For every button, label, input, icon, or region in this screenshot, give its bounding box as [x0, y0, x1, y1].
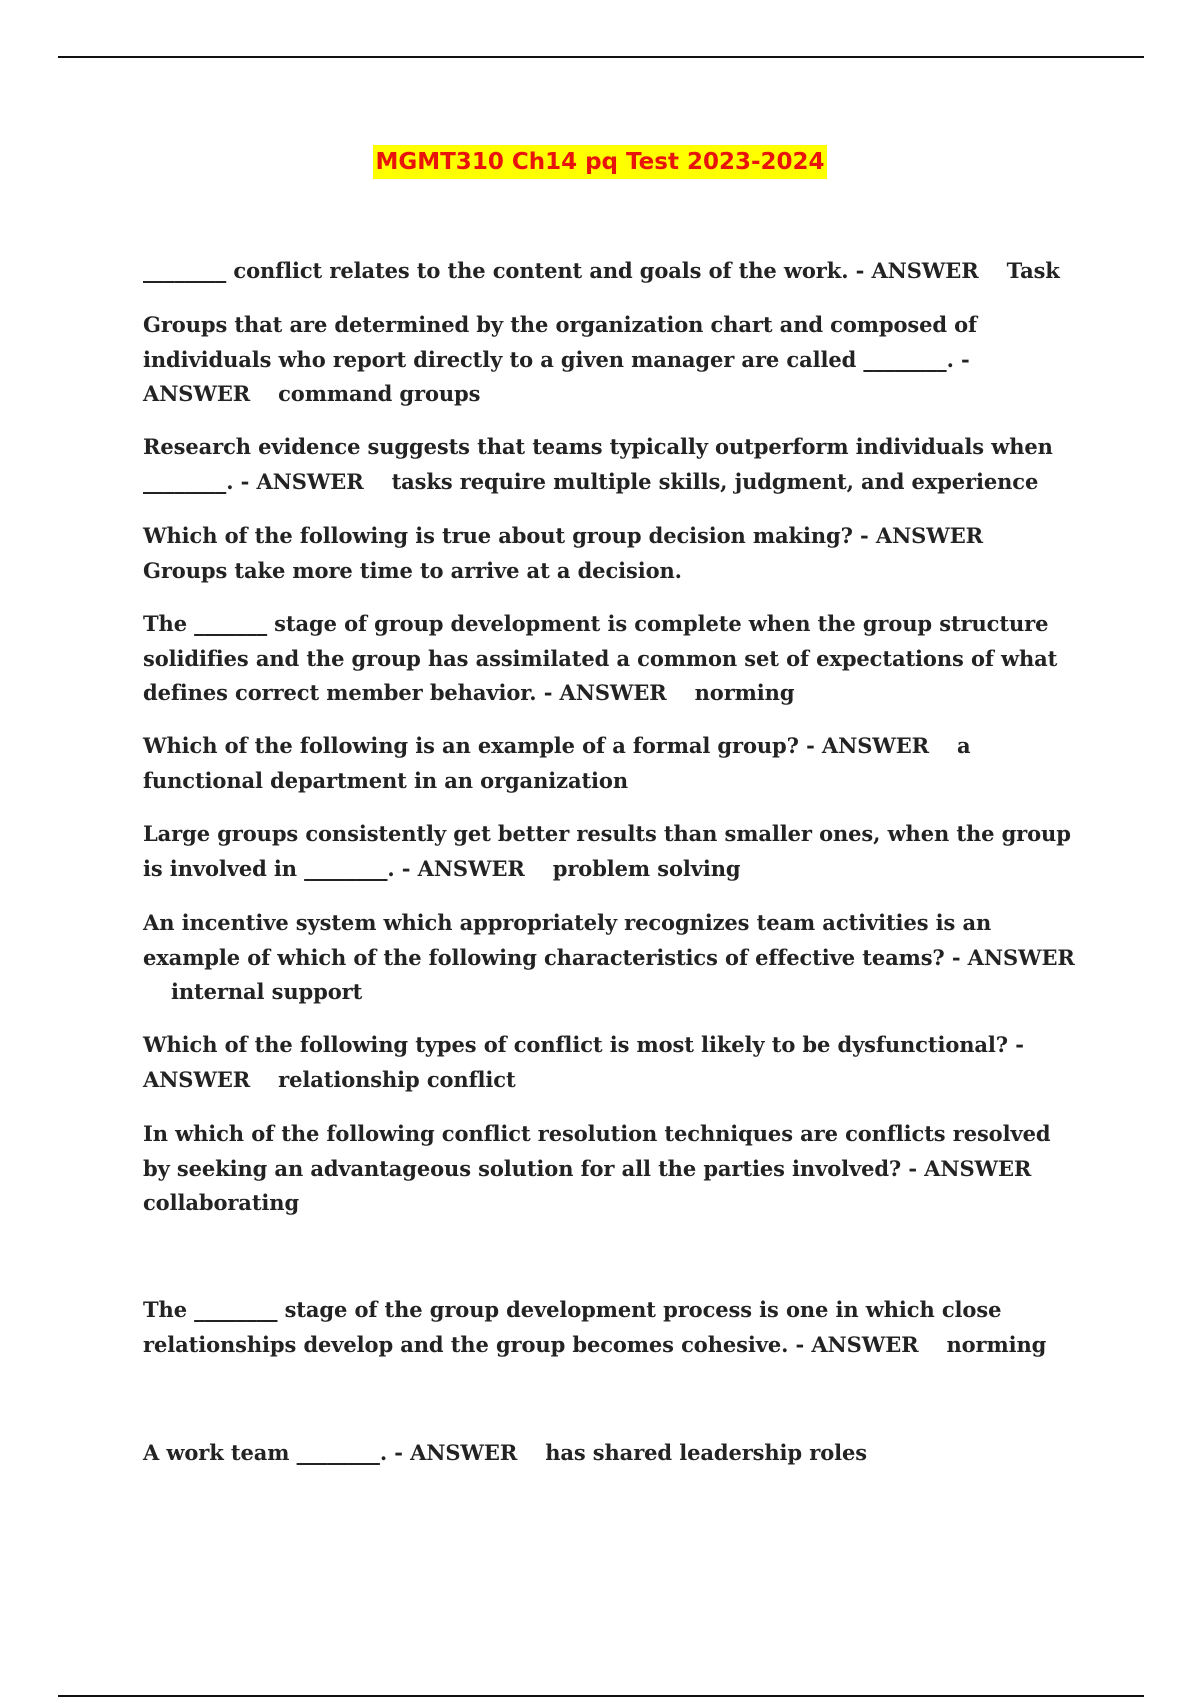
answer-text: internal support	[171, 979, 363, 1004]
question-text: A work team ________.	[143, 1440, 388, 1465]
answer-marker: - ANSWER	[806, 733, 930, 758]
answer-text: a functional department in an organization	[143, 733, 971, 793]
qa-item-9	[143, 1028, 1078, 1097]
answer-text: command groups	[278, 381, 481, 406]
qa-item-7	[143, 817, 1078, 886]
qa-item-11	[143, 1293, 1078, 1362]
answer-marker: - ANSWER	[143, 1032, 1024, 1092]
question-text: Large groups consistently get better results than smaller ones, when the group is involved in ________.	[143, 821, 1071, 881]
question-text: Which of the following is an example of a formal group?	[143, 733, 799, 758]
answer-marker: - ANSWER	[951, 944, 1075, 970]
question-text: Which of the following types of conflict is most likely to be dysfunctional?	[143, 1032, 1008, 1057]
question-text: Research evidence suggests that teams typically outperform individuals when ________.	[143, 434, 1053, 494]
footer-rule	[58, 1695, 1144, 1697]
qa-item-5	[143, 607, 1078, 711]
answer-marker: - ANSWER	[543, 680, 667, 705]
answer-text: problem solving	[552, 855, 741, 881]
question-text: The _______ stage of group development is complete when the group structure solidifies and the group has assimilated a common set of expectations of what defines correct member behavior.	[143, 611, 1058, 705]
answer-marker: - ANSWER	[855, 258, 979, 283]
question-text: An incentive system which appropriately recognizes team activities is an example of which of the following characteristics of effective teams?	[143, 910, 992, 970]
answer-text: norming	[694, 680, 795, 705]
qa-item-8	[143, 906, 1078, 1010]
qa-item-6	[143, 729, 1078, 798]
question-text: Groups that are determined by the organization chart and composed of individuals who report directly to a given manager are called ________.	[143, 312, 977, 372]
answer-text: Task	[1006, 258, 1060, 283]
answer-text: has shared leadership roles	[545, 1440, 867, 1465]
qa-item-2	[143, 308, 1078, 412]
qa-item-3	[143, 430, 1078, 499]
question-text: Which of the following is true about group decision making?	[143, 523, 853, 548]
answer-marker: - ANSWER	[795, 1331, 919, 1357]
question-text: In which of the following conflict resolution techniques are conflicts resolved by seeking an advantageous solution for all the parties involved?	[143, 1121, 1051, 1181]
answer-text: collaborating	[143, 1190, 300, 1215]
document-title: MGMT310 Ch14 pq Test 2023-2024	[373, 145, 826, 179]
qa-item-12	[143, 1436, 1078, 1471]
answer-marker: - ANSWER	[908, 1155, 1032, 1181]
answer-marker: - ANSWER	[860, 523, 983, 548]
qa-item-10	[143, 1117, 1078, 1221]
answer-text: norming	[946, 1331, 1047, 1357]
title-container	[0, 145, 1200, 179]
answer-marker: - ANSWER	[401, 855, 525, 881]
answer-marker: - ANSWER	[143, 346, 970, 406]
answer-text: Groups take more time to arrive at a decision.	[143, 557, 682, 583]
question-text: The ________ stage of the group development process is one in which close relationships develop and the group becomes cohesive.	[143, 1297, 1002, 1357]
qa-item-4	[143, 519, 1078, 588]
header-rule	[58, 56, 1144, 58]
question-text: ________ conflict relates to the content and goals of the work.	[143, 258, 849, 283]
answer-text: tasks require multiple skills, judgment, and experience	[391, 468, 1039, 494]
qa-item-1	[143, 254, 1078, 289]
answer-marker: - ANSWER	[394, 1440, 518, 1465]
answer-text: relationship conflict	[278, 1066, 516, 1092]
answer-marker: - ANSWER	[240, 468, 364, 494]
